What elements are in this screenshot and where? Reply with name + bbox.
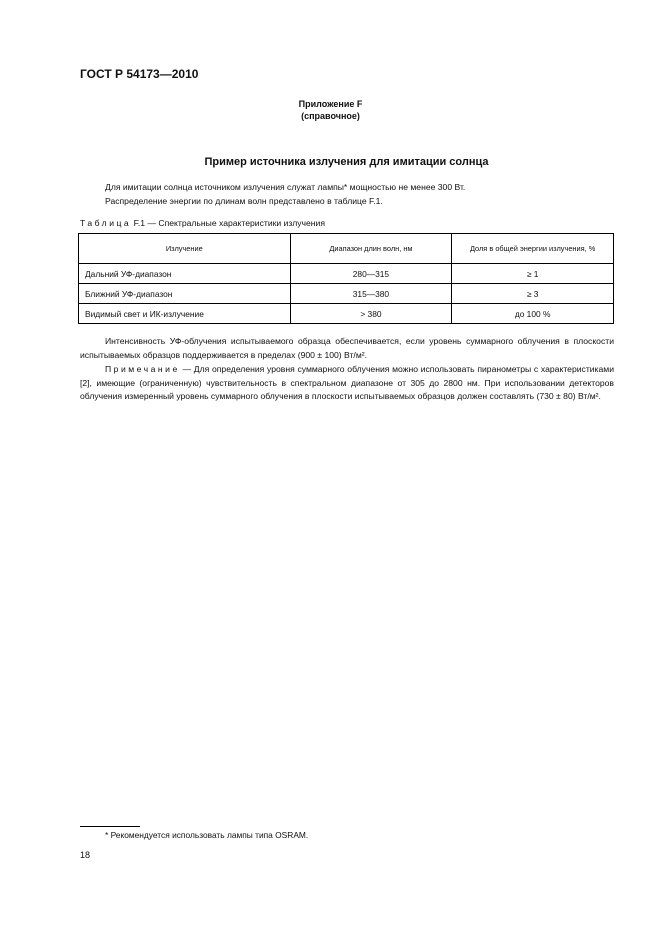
- table-cell: 315—380: [290, 284, 452, 304]
- table-cell: Дальний УФ-диапазон: [79, 264, 291, 284]
- table-caption-word: Таблица: [80, 218, 132, 228]
- table-row: [79, 304, 614, 324]
- table-cell: ≥ 1: [452, 264, 614, 284]
- note-label: Примечание: [105, 364, 180, 374]
- table-cell: 280—315: [290, 264, 452, 284]
- header-cell: Излучение: [79, 234, 291, 264]
- table-cell: до 100 %: [452, 304, 614, 324]
- page-number: 18: [80, 850, 91, 860]
- note-text: — Для определения уровня суммарного облучения можно использовать пиранометры с характеристиками [2], имеющие (ограниченную) чувствительность в спектральном диапазоне от 305 до 2800 нм. При использовании детекторов облучения измеренный уровень суммарного облучения в плоскости испытываемых образцов должен составлять (730 ± 80) Вт/м².: [80, 364, 614, 402]
- table-row: [79, 264, 614, 284]
- footnote-divider: [80, 826, 140, 827]
- table-caption: [80, 218, 325, 228]
- spectral-table: [78, 233, 614, 324]
- table-cell: > 380: [290, 304, 452, 324]
- header-cell: Диапазон длин волн, нм: [290, 234, 452, 264]
- table-header-row: [79, 234, 614, 264]
- intro-line-1: Для имитации солнца источником излучения служат лампы* мощностью не менее 300 Вт.: [105, 182, 466, 192]
- table-row: [79, 284, 614, 304]
- note-paragraph: [80, 363, 614, 404]
- table-cell: Ближний УФ-диапазон: [79, 284, 291, 304]
- annex-heading: [0, 98, 661, 122]
- annex-type: (справочное): [301, 111, 360, 121]
- section-title: Пример источника излучения для имитации солнца: [204, 156, 489, 168]
- intro-line-2: Распределение энергии по длинам волн представлено в таблице F.1.: [105, 196, 383, 206]
- table-cell: Видимый свет и ИК-излучение: [79, 304, 291, 324]
- header-cell: Доля в общей энергии излучения, %: [452, 234, 614, 264]
- intensity-text: Интенсивность УФ-облучения испытываемого образца обеспечивается, если уровень суммарного облучения в плоскости испытываемых образцов поддерживается в пределах (900 ± 100) Вт/м².: [80, 336, 614, 360]
- table-cell: ≥ 3: [452, 284, 614, 304]
- document-code: ГОСТ Р 54173—2010: [80, 67, 199, 81]
- annex-label: Приложение F: [298, 99, 363, 109]
- footnote: * Рекомендуется использовать лампы типа OSRAM.: [105, 830, 309, 840]
- table-caption-text: F.1 — Спектральные характеристики излучения: [131, 218, 325, 228]
- intensity-paragraph: [80, 335, 614, 362]
